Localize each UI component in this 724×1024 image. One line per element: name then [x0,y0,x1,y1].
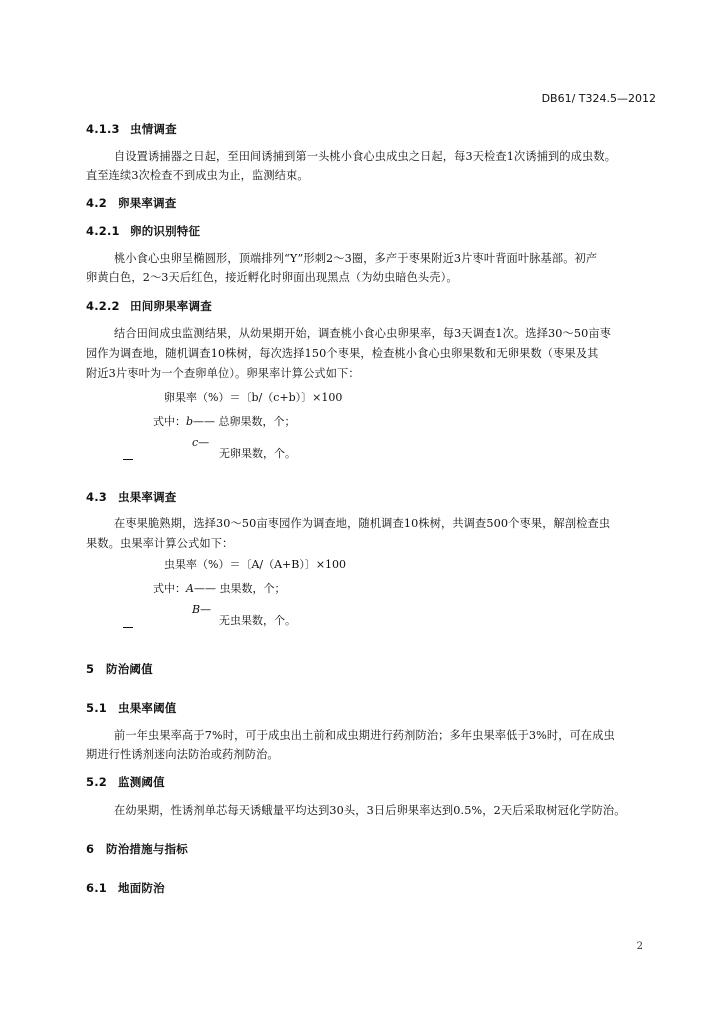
section-heading-4-3 [86,489,177,505]
paragraph-line: 自设置诱捕器之日起，至田间诱捕到第一头桃小食心虫成虫之日起，每3天检查1次诱捕到的成虫数。 [114,150,617,163]
section-number: 4.2 [86,196,107,210]
paragraph-line: 附近3片枣叶为一个查卵单位）。卵果率计算公式如下： [86,367,360,380]
section-title: 地面防治 [118,881,165,895]
section-title: 虫果率调查 [118,490,177,504]
formula-worm-rate: 虫果率（%）＝〔A/（A+B）〕×100 [164,558,347,571]
section-number: 6.1 [86,881,107,895]
paragraph-line: 期进行性诱剂迷向法防治或药剂防治。 [86,748,279,761]
section-heading-5-1 [86,700,177,716]
variable-dash: — [200,603,212,616]
formula-where-line-1 [153,413,296,429]
paragraph-line: 园作为调查地，随机调查10株树，每次选择150个枣果，检查桃小食心虫卵果数和无卵果数（枣果及其 [86,347,599,360]
dash-mark [123,459,133,460]
variable-symbol: B [192,603,201,616]
section-number: 5.1 [86,701,107,715]
paragraph-line: 卵黄白色，2～3天后红色，接近孵化时卵面出现黑点（为幼虫暗色头壳）。 [86,271,458,284]
formula-where-line-1 [153,580,285,596]
section-title: 防治阈值 [106,662,153,676]
section-heading-5-2 [86,774,165,790]
document-code: DB61/ T324.5—2012 [541,92,656,105]
section-number: 4.1.3 [86,122,120,136]
section-title: 卵的识别特征 [130,224,201,238]
where-prefix: 式中： [153,415,186,428]
section-heading-6 [86,841,188,857]
paragraph-line: 果数。虫果率计算公式如下： [86,537,234,550]
section-heading-4-2-1 [86,223,200,239]
section-title: 监测阈值 [118,775,165,789]
paragraph-line: 直至连续3次检查不到成虫为止，监测结束。 [86,169,309,182]
dash-mark [123,627,133,628]
section-heading-4-2 [86,195,177,211]
section-heading-6-1 [86,880,165,896]
paragraph-line: 在幼果期，性诱剂单芯每天诱蛾量平均达到30头，3日后卵果率达到0.5%，2天后采取树冠化学防治。 [114,804,626,817]
variable-symbol: A [186,582,194,595]
section-number: 6 [86,842,95,856]
section-heading-4-2-2 [86,298,212,314]
section-number: 5.2 [86,775,107,789]
section-title: 虫情调查 [130,122,177,136]
section-number: 5 [86,662,95,676]
formula-where-line-2-symbol [192,603,211,616]
section-title: 田间卵果率调查 [130,299,212,313]
where-prefix: 式中： [153,582,186,595]
paragraph-line: 在枣果脆熟期，选择30～50亩枣园作为调查地，随机调查10株树，共调查500个枣果，解剖检查虫 [114,517,611,530]
variable-dash: — [198,436,210,449]
section-number: 4.2.2 [86,299,120,313]
variable-description: —— 虫果数，个； [193,582,286,595]
section-number: 4.2.1 [86,224,120,238]
formula-where-line-2-desc: 无虫果数，个。 [219,614,296,627]
page-number: 2 [636,941,643,952]
paragraph-line: 前一年虫果率高于7%时，可于成虫出土前和成虫期进行药剂防治；多年虫果率低于3%时，可在成虫 [114,729,615,742]
variable-symbol: c [192,436,199,449]
section-title: 虫果率阈值 [118,701,177,715]
section-number: 4.3 [86,490,107,504]
paragraph-line: 桃小食心虫卵呈椭圆形，顶端排列“Y”形刺2～3圈，多产于枣果附近3片枣叶背面叶脉基部。初产 [114,252,598,265]
section-heading-5 [86,661,153,677]
formula-where-line-2-desc: 无卵果数，个。 [219,447,296,460]
section-title: 卵果率调查 [118,196,177,210]
paragraph-line: 结合田间成虫监测结果，从幼果期开始，调查桃小食心虫卵果率，每3天调查1次。选择30～50亩枣 [114,327,612,340]
variable-description: —— 总卵果数，个； [193,415,296,428]
variable-symbol: b [186,415,194,428]
section-title: 防治措施与指标 [106,842,188,856]
formula-egg-rate: 卵果率（%）＝〔b/（c+b）〕×100 [164,391,343,404]
section-heading-4-1-3 [86,121,177,137]
formula-where-line-2-symbol [192,436,209,449]
